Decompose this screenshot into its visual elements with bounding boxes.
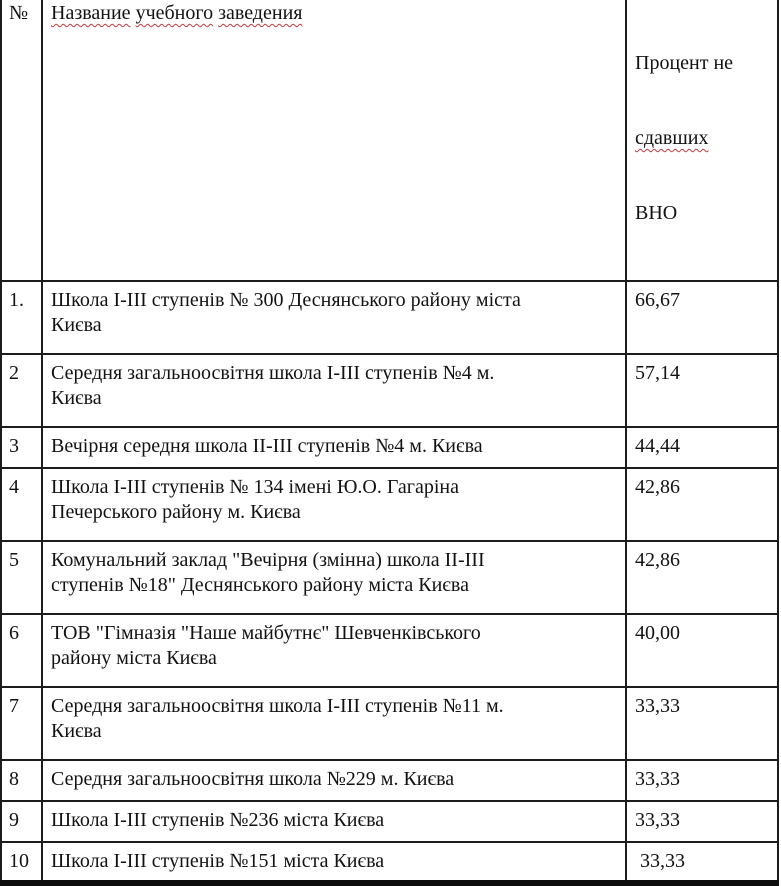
row-number-cell: 4	[1, 468, 42, 541]
table-row	[1, 801, 778, 842]
percent-cell: 42,86	[626, 541, 778, 614]
table-row	[1, 842, 778, 883]
header-percent-cell	[626, 0, 778, 281]
school-name-line: ТОВ "Гімназія "Наше майбутнє" Шевченківського	[51, 622, 481, 644]
table-header	[1, 0, 778, 281]
school-name-line: Комунальний заклад "Вечірня (змінна) школа ІІ-ІІІ	[51, 549, 485, 571]
school-name-line: району міста Києва	[51, 647, 217, 669]
school-name-line: Середня загальноосвітня школа №229 м. Києва	[51, 768, 455, 790]
row-number-cell: 2	[1, 354, 42, 427]
header-name-word-3: заведения	[218, 2, 303, 24]
header-percent-line-2-misspelled: сдавших	[635, 127, 709, 149]
percent-cell: 40,00	[626, 614, 778, 687]
school-name-cell	[42, 614, 626, 687]
percent-cell: 57,14	[626, 354, 778, 427]
percent-cell: 33,33	[626, 760, 778, 801]
school-name-cell	[42, 354, 626, 427]
school-name-line: Києва	[51, 387, 102, 409]
table-row	[1, 614, 778, 687]
school-name-line: Вечірня середня школа ІІ-ІІІ ступенів №4 м. Києва	[51, 435, 483, 457]
percent-cell: 44,44	[626, 427, 778, 468]
row-number-cell: 6	[1, 614, 42, 687]
header-row	[1, 0, 778, 281]
header-name-word-1: Название	[51, 2, 131, 24]
header-percent-line-1: Процент не	[635, 52, 734, 74]
school-name-line: Середня загальноосвітня школа І-ІІІ ступенів №11 м.	[51, 695, 504, 717]
table-row	[1, 468, 778, 541]
header-number-cell	[1, 0, 42, 281]
header-percent-line-3: ВНО	[635, 202, 678, 224]
header-school-name-cell	[42, 0, 626, 281]
percent-cell: 33,33	[626, 801, 778, 842]
table-row	[1, 354, 778, 427]
table-row	[1, 687, 778, 760]
school-name-cell	[42, 541, 626, 614]
school-name-line: ступенів №18" Деснянського району міста Києва	[51, 574, 469, 596]
row-number-cell: 9	[1, 801, 42, 842]
header-number-label: №	[9, 2, 29, 24]
school-name-line: Школа І-ІІІ ступенів №236 міста Києва	[51, 809, 385, 831]
row-number-cell: 10	[1, 842, 42, 883]
percent-cell: 66,67	[626, 281, 778, 354]
table-row	[1, 281, 778, 354]
school-name-line: Києва	[51, 314, 102, 336]
school-name-line: Школа І-ІІІ ступенів № 134 імені Ю.О. Гагаріна	[51, 476, 459, 498]
school-name-cell	[42, 842, 626, 883]
percent-cell: 33,33	[626, 687, 778, 760]
school-name-line: Печерського району м. Києва	[51, 501, 301, 523]
school-name-line: Середня загальноосвітня школа І-ІІІ ступенів №4 м.	[51, 362, 495, 384]
table-row	[1, 760, 778, 801]
percent-cell: 42,86	[626, 468, 778, 541]
school-name-cell	[42, 760, 626, 801]
row-number-cell: 1.	[1, 281, 42, 354]
header-name-word-2: учебного	[135, 2, 214, 24]
school-name-cell	[42, 281, 626, 354]
row-number-cell: 3	[1, 427, 42, 468]
school-name-line: Школа І-ІІІ ступенів № 300 Деснянського району міста	[51, 289, 521, 311]
table-row	[1, 541, 778, 614]
school-name-line: Школа І-ІІІ ступенів №151 міста Києва	[51, 850, 385, 872]
table-body	[1, 281, 778, 883]
percent-cell: 33,33	[626, 842, 778, 883]
school-name-cell	[42, 427, 626, 468]
row-number-cell: 8	[1, 760, 42, 801]
row-number-cell: 5	[1, 541, 42, 614]
school-name-line: Києва	[51, 720, 102, 742]
school-name-cell	[42, 468, 626, 541]
school-name-cell	[42, 687, 626, 760]
school-name-cell	[42, 801, 626, 842]
table-row	[1, 427, 778, 468]
row-number-cell: 7	[1, 687, 42, 760]
